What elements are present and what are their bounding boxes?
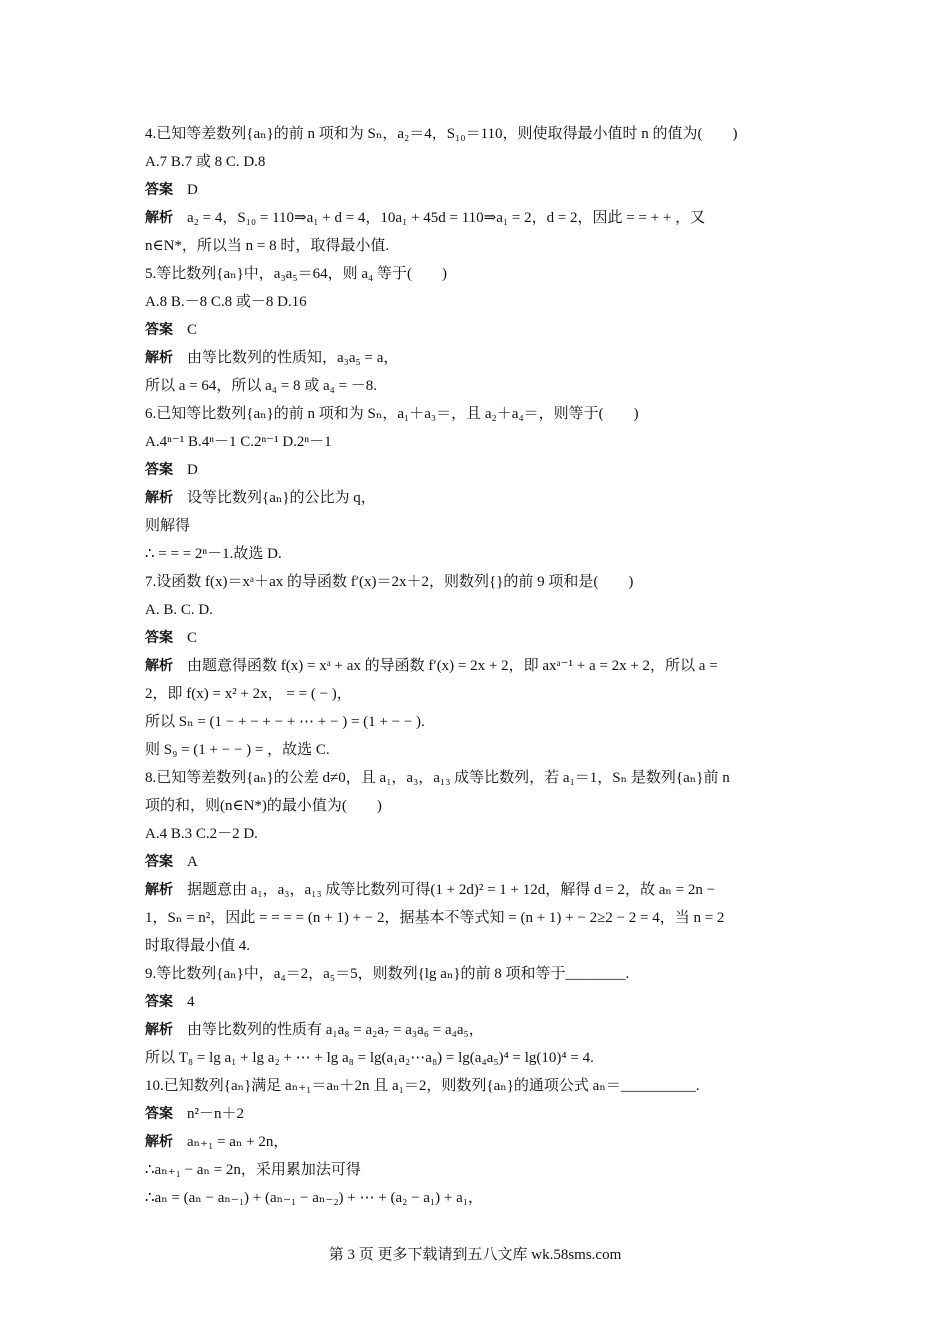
options-line <box>145 428 807 456</box>
line-text: 所以 T₈ = lg a₁ + lg a₂ + ⋯ + lg a₈ = lg(a₁a₂⋯a₈) = lg(a₄a₅)⁴ = lg(10)⁴ = 4. <box>145 1050 594 1066</box>
line-text: 6.已知等比数列{aₙ}的前 n 项和为 Sₙ，a₁＋a₃＝，且 a₂＋a₄＝，则等于( ) <box>145 406 639 422</box>
question-line <box>145 960 807 988</box>
analysis-label: 解析 <box>145 658 173 674</box>
answer-line <box>145 624 807 652</box>
line-text: 时取得最小值 4. <box>145 938 251 954</box>
answer-label: 答案 <box>145 462 173 478</box>
line-text: 由等比数列的性质知，a₃a₅ = a， <box>187 350 399 366</box>
text-line <box>145 1184 807 1212</box>
line-text: ∴aₙ₊₁ − aₙ = 2n，采用累加法可得 <box>145 1162 361 1178</box>
line-text: 则解得 <box>145 518 191 534</box>
answer-label: 答案 <box>145 994 173 1010</box>
question-line <box>145 120 807 148</box>
text-line <box>145 932 807 960</box>
answer-line <box>145 1100 807 1128</box>
analysis-line <box>145 484 807 512</box>
options-line <box>145 148 807 176</box>
text-line <box>145 372 807 400</box>
line-text: n∈N*，所以当 n = 8 时，取得最小值. <box>145 238 390 254</box>
line-text: 7.设函数 f(x)＝xᵃ＋ax 的导函数 f′(x)＝2x＋2，则数列{}的前 9 项和是( ) <box>145 574 634 590</box>
line-text: 2，即 f(x) = x² + 2x， = = ( − )， <box>145 686 352 702</box>
page-footer: 第 3 页 更多下载请到五八文库 wk.58sms.com <box>328 1247 622 1263</box>
line-text: n²－n＋2 <box>187 1106 244 1122</box>
text-line <box>145 1044 807 1072</box>
text-line <box>145 736 807 764</box>
analysis-line <box>145 344 807 372</box>
line-text: a₂ = 4，S₁₀ = 110⇒a₁ + d = 4，10a₁ + 45d = 110⇒a₁ = 2，d = 2，因此 = = + + ，又 <box>187 210 706 226</box>
answer-line <box>145 176 807 204</box>
text-line <box>145 708 807 736</box>
options-line <box>145 820 807 848</box>
line-text: A.7 B.7 或 8 C. D.8 <box>145 154 266 170</box>
line-text: 4.已知等差数列{aₙ}的前 n 项和为 Sₙ，a₂＝4，S₁₀＝110，则使取得最小值时 n 的值为( ) <box>145 126 738 142</box>
line-text: ∴ = = = 2ⁿ－1.故选 D. <box>145 546 282 562</box>
analysis-line <box>145 204 807 232</box>
line-text: ∴aₙ = (aₙ − aₙ₋₁) + (aₙ₋₁ − aₙ₋₂) + ⋯ + (a₂ − a₁) + a₁， <box>145 1190 484 1206</box>
line-text: aₙ₊₁ = aₙ + 2n， <box>187 1134 289 1150</box>
text-line <box>145 680 807 708</box>
analysis-line <box>145 876 807 904</box>
answer-label: 答案 <box>145 182 173 198</box>
analysis-label: 解析 <box>145 210 173 226</box>
line-text: 8.已知等差数列{aₙ}的公差 d≠0，且 a₁，a₃，a₁₃ 成等比数列，若 a₁＝1，Sₙ 是数列{aₙ}前 n <box>145 770 730 786</box>
analysis-label: 解析 <box>145 1134 173 1150</box>
text-line <box>145 1156 807 1184</box>
line-text: C <box>187 322 198 338</box>
line-text: 9.等比数列{aₙ}中，a₄＝2，a₅＝5，则数列{lg aₙ}的前 8 项和等于________. <box>145 966 630 982</box>
question-line <box>145 1072 807 1100</box>
document-body <box>145 120 807 1212</box>
analysis-line <box>145 1016 807 1044</box>
options-line <box>145 596 807 624</box>
line-text: 所以 Sₙ = (1 − + − + − + ⋯ + − ) = (1 + − − ). <box>145 714 425 730</box>
line-text: 则 S₉ = (1 + − − ) = ，故选 C. <box>145 742 330 758</box>
text-line <box>145 232 807 260</box>
line-text: 5.等比数列{aₙ}中，a₃a₅＝64，则 a₄ 等于( ) <box>145 266 447 282</box>
answer-line <box>145 456 807 484</box>
line-text: A.4 B.3 C.2－2 D. <box>145 826 258 842</box>
line-text: 所以 a = 64，所以 a₄ = 8 或 a₄ = －8. <box>145 378 378 394</box>
line-text: 由等比数列的性质有 a₁a₈ = a₂a₇ = a₃a₆ = a₄a₅， <box>187 1022 484 1038</box>
line-text: 4 <box>187 994 195 1010</box>
question-line <box>145 260 807 288</box>
text-line <box>145 904 807 932</box>
answer-label: 答案 <box>145 630 173 646</box>
line-text: 1，Sₙ = n²，因此 = = = = (n + 1) + − 2，据基本不等式知 = (n + 1) + − 2≥2 − 2 = 4，当 n = 2 <box>145 910 725 926</box>
line-text: A.8 B.－8 C.8 或－8 D.16 <box>145 294 307 310</box>
analysis-label: 解析 <box>145 490 173 506</box>
line-text: 10.已知数列{aₙ}满足 aₙ₊₁＝aₙ＋2n 且 a₁＝2，则数列{aₙ}的通项公式 aₙ＝__________. <box>145 1078 700 1094</box>
question-line <box>145 568 807 596</box>
question-line <box>145 400 807 428</box>
answer-label: 答案 <box>145 1106 173 1122</box>
line-text: C <box>187 630 198 646</box>
analysis-line <box>145 652 807 680</box>
line-text: 据题意由 a₁，a₃，a₁₃ 成等比数列可得(1 + 2d)² = 1 + 12d，解得 d = 2，故 aₙ = 2n − <box>187 882 716 898</box>
answer-line <box>145 988 807 1016</box>
line-text: D <box>187 462 198 478</box>
text-line <box>145 512 807 540</box>
analysis-label: 解析 <box>145 350 173 366</box>
line-text: A <box>187 854 198 870</box>
line-text: A.4ⁿ⁻¹ B.4ⁿ－1 C.2ⁿ⁻¹ D.2ⁿ－1 <box>145 434 332 450</box>
text-line <box>145 792 807 820</box>
line-text: A. B. C. D. <box>145 602 213 618</box>
line-text: D <box>187 182 198 198</box>
question-line <box>145 764 807 792</box>
analysis-label: 解析 <box>145 1022 173 1038</box>
text-line <box>145 540 807 568</box>
options-line <box>145 288 807 316</box>
line-text: 由题意得函数 f(x) = xᵃ + ax 的导函数 f′(x) = 2x + 2，即 axᵃ⁻¹ + a = 2x + 2，所以 a = <box>187 658 718 674</box>
answer-label: 答案 <box>145 854 173 870</box>
answer-line <box>145 848 807 876</box>
line-text: 设等比数列{aₙ}的公比为 q， <box>187 490 376 506</box>
analysis-label: 解析 <box>145 882 173 898</box>
analysis-line <box>145 1128 807 1156</box>
answer-label: 答案 <box>145 322 173 338</box>
line-text: 项的和，则(n∈N*)的最小值为( ) <box>145 798 382 814</box>
answer-line <box>145 316 807 344</box>
